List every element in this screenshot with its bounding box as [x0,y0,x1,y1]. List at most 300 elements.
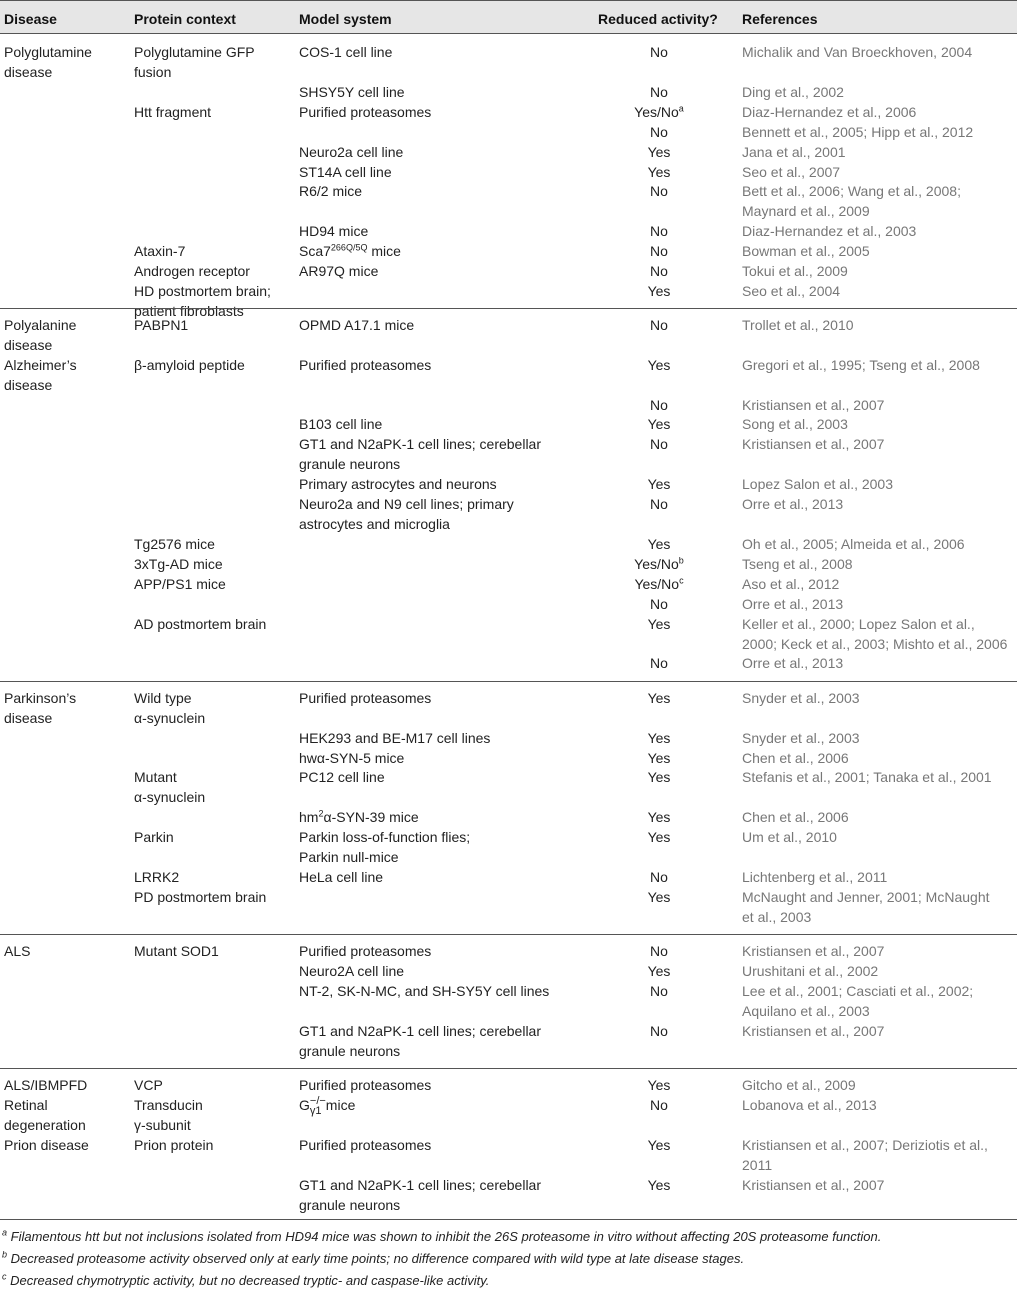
cell-text: Oh et al., 2005; Almeida et al., 2006 [742,536,965,552]
cell-model-system [299,142,589,162]
cell-reduced-activity [595,1175,723,1195]
cell-text: B103 cell line [299,416,383,432]
cell-references [742,395,1017,415]
cell-protein-context [134,887,292,907]
cell-text: Chen et al., 2006 [742,750,849,766]
cell-text: Yes/No [634,576,680,592]
cell-references [742,748,1017,768]
cell-text: Bowman et al., 2005 [742,243,870,259]
cell-reduced-activity [595,181,723,201]
cell-references [742,102,1017,122]
cell-references [742,474,1017,494]
cell-text: Kristiansen et al., 2007 [742,397,885,413]
cell-model-system [299,261,589,281]
cell-protein-context [134,767,292,807]
cell-text: HeLa cell line [299,869,384,885]
cell-reduced-activity [595,122,723,142]
cell-reduced-activity [595,261,723,281]
cell-text: Tokui et al., 2009 [742,263,848,279]
cell-references [742,961,1017,981]
cell-text: No [650,84,668,100]
cell-reduced-activity [595,281,723,301]
section-divider [0,681,1017,682]
cell-references [742,941,1017,961]
cell-text: Yes/No [634,556,679,572]
cell-text: Jana et al., 2001 [742,144,846,160]
cell-references [742,688,1017,708]
cell-model-system [299,1175,589,1215]
cell-text: Yes [647,416,671,432]
sub-line: γ1 [309,1105,322,1118]
cell-text: Polyglutamine disease [4,44,92,80]
cell-reduced-activity [595,42,723,62]
cell-protein-context [134,574,292,594]
cell-text: Alzheimer’s disease [4,357,77,393]
cell-reduced-activity [595,494,723,514]
cell-reduced-activity [595,728,723,748]
cell-references [742,594,1017,614]
cell-text: Yes [647,690,671,706]
cell-text: No [650,44,668,60]
cell-text: mice [325,1097,356,1113]
header-protein-context: Protein context [134,11,236,27]
cell-model-system [299,1135,589,1155]
cell-reduced-activity [595,827,723,847]
cell-text: Orre et al., 2013 [742,596,844,612]
cell-protein-context [134,355,292,375]
cell-references [742,122,1017,142]
cell-text: Polyglutamine GFP fusion [134,44,255,80]
cell-text: No [650,124,668,140]
cell-text: Parkinson’s disease [4,690,77,726]
cell-references [742,653,1017,673]
cell-text: R6/2 mice [299,183,363,199]
cell-references [742,434,1017,454]
cell-text: PC12 cell line [299,769,385,785]
cell-reduced-activity [595,82,723,102]
cell-reduced-activity [595,434,723,454]
section-divider [0,934,1017,935]
cell-model-system [299,941,589,961]
cell-text: Gitcho et al., 2009 [742,1077,856,1093]
cell-text: Yes [647,1137,671,1153]
cell-references [742,728,1017,748]
cell-text: Seo et al., 2004 [742,283,841,299]
cell-model-system [299,241,589,261]
footnote-text: Decreased chymotryptic activity, but no decreased tryptic- and caspase-like activity. [6,1273,490,1288]
cell-text: Trollet et al., 2010 [742,317,854,333]
cell-reduced-activity [595,767,723,787]
cell-text: McNaught and Jenner, 2001; McNaught et al., 2003 [742,889,990,925]
cell-reduced-activity [595,102,723,122]
cell-text: Polyalanine disease [4,317,77,353]
cell-text: Prion protein [134,1137,214,1153]
cell-model-system [299,981,589,1001]
cell-text: AR97Q mice [299,263,379,279]
cell-text: Yes [647,476,671,492]
cell-references [742,614,1017,654]
cell-references [742,142,1017,162]
cell-reduced-activity [595,961,723,981]
cell-model-system [299,434,589,474]
cell-references [742,534,1017,554]
cell-text: SHSY5Y cell line [299,84,405,100]
cell-text: HD94 mice [299,223,369,239]
cell-model-system [299,474,589,494]
header-reduced-activity: Reduced activity? [598,11,718,27]
cell-text: No [650,223,668,239]
cell-text: Kristiansen et al., 2007; Deriziotis et al., 2011 [742,1137,988,1173]
cell-text: Purified proteasomes [299,357,432,373]
cell-references [742,767,1017,787]
cell-reduced-activity [595,355,723,375]
cell-text: Chen et al., 2006 [742,809,849,825]
cell-references [742,241,1017,261]
cell-text: Snyder et al., 2003 [742,730,860,746]
cell-text: Tg2576 mice [134,536,215,552]
cell-text: GT1 and N2aPK-1 cell lines; cerebellar granule neurons [299,436,542,472]
cell-text: Yes [647,357,671,373]
cell-references [742,867,1017,887]
cell-text: Kristiansen et al., 2007 [742,943,885,959]
cell-model-system [299,181,589,201]
cell-references [742,162,1017,182]
cell-text: Snyder et al., 2003 [742,690,860,706]
superscript: 266Q/5Q [330,242,368,253]
cell-text: No [650,869,668,885]
cell-text: Diaz-Hernandez et al., 2003 [742,223,917,239]
cell-text: hwα-SYN-5 mice [299,750,405,766]
cell-references [742,181,1017,221]
cell-text: No [650,943,668,959]
cell-model-system [299,355,589,375]
cell-text: Yes [647,829,671,845]
cell-text: No [650,183,668,199]
cell-text: Neuro2a cell line [299,144,404,160]
cell-text: Lopez Salon et al., 2003 [742,476,894,492]
cell-text: Lichtenberg et al., 2011 [742,869,888,885]
cell-reduced-activity [595,395,723,415]
cell-text: Purified proteasomes [299,1137,432,1153]
cell-disease [4,941,126,961]
cell-text: LRRK2 [134,869,180,885]
cell-text: No [650,263,668,279]
cell-disease [4,688,126,728]
cell-text: Yes [647,616,671,632]
cell-reduced-activity [595,594,723,614]
cell-text: Ataxin-7 [134,243,186,259]
cell-reduced-activity [595,867,723,887]
cell-reduced-activity [595,1135,723,1155]
cell-references [742,1135,1017,1175]
cell-text: Kristiansen et al., 2007 [742,436,885,452]
cell-model-system [299,827,589,867]
cell-text: Yes [647,1077,671,1093]
cell-text: No [650,243,668,259]
cell-text: No [650,436,668,452]
cell-references [742,414,1017,434]
cell-references [742,281,1017,301]
cell-text: Lee et al., 2001; Casciati et al., 2002; Aquilano et al., 2003 [742,983,974,1019]
cell-text: Ding et al., 2002 [742,84,844,100]
cell-text: No [650,397,668,413]
cell-model-system [299,688,589,708]
cell-text: β-amyloid peptide [134,357,245,373]
cell-references [742,221,1017,241]
cell-text: Aso et al., 2012 [742,576,840,592]
cell-text: Lobanova et al., 2013 [742,1097,877,1113]
cell-disease [4,1095,126,1135]
cell-text: Um et al., 2010 [742,829,837,845]
footnote-a [2,1228,881,1246]
cell-text: Bett et al., 2006; Wang et al., 2008; Maynard et al., 2009 [742,183,961,219]
cell-protein-context [134,554,292,574]
cell-reduced-activity [595,1095,723,1115]
footnote-text: Filamentous htt but not inclusions isolated from HD94 mice was shown to inhibit the 26S proteasome in vitro without affecting 20S proteasome function. [7,1229,882,1244]
cell-text: Prion disease [4,1137,89,1153]
cell-protein-context [134,315,292,335]
cell-text: Parkin loss-of-function flies; Parkin null-mice [299,829,471,865]
cell-text: Purified proteasomes [299,943,432,959]
cell-text: Michalik and Van Broeckhoven, 2004 [742,44,973,60]
cell-text: No [650,655,668,671]
cell-text: Orre et al., 2013 [742,496,844,512]
cell-text: Neuro2A cell line [299,963,405,979]
cell-protein-context [134,102,292,122]
cell-references [742,574,1017,594]
cell-references [742,827,1017,847]
cell-text: Bennett et al., 2005; Hipp et al., 2012 [742,124,974,140]
cell-model-system [299,162,589,182]
cell-text: Seo et al., 2007 [742,164,841,180]
cell-reduced-activity [595,162,723,182]
cell-reduced-activity [595,807,723,827]
footnote-b [2,1250,744,1268]
cell-text: ALS/IBMPFD [4,1077,88,1093]
cell-reduced-activity [595,981,723,1001]
cell-text: Purified proteasomes [299,690,432,706]
cell-text: VCP [134,1077,163,1093]
table-header [0,0,1017,34]
cell-text: Neuro2a and N9 cell lines; primary astrocytes and microglia [299,496,514,532]
cell-references [742,807,1017,827]
cell-model-system [299,102,589,122]
cell-text: Mutant SOD1 [134,943,219,959]
cell-references [742,554,1017,574]
cell-text: Purified proteasomes [299,104,432,120]
cell-model-system [299,728,589,748]
cell-model-system [299,807,589,827]
cell-text: Yes [647,536,671,552]
cell-text: AD postmortem brain [134,616,267,632]
header-disease: Disease [4,11,57,27]
cell-text: ALS [4,943,31,959]
cell-reduced-activity [595,221,723,241]
cell-text: Transducin γ-subunit [134,1097,203,1133]
cell-text: Urushitani et al., 2002 [742,963,879,979]
cell-reduced-activity [595,1021,723,1041]
cell-text: Yes [647,144,671,160]
cell-text: GT1 and N2aPK-1 cell lines; cerebellar granule neurons [299,1177,542,1213]
cell-references [742,261,1017,281]
section-divider [0,308,1017,309]
cell-protein-context [134,614,292,634]
footnote-c [2,1272,489,1290]
cell-text: hm [299,809,319,825]
cell-text: 3xTg-AD mice [134,556,223,572]
cell-text: Mutant α-synuclein [134,769,206,805]
cell-model-system [299,1021,589,1061]
cell-protein-context [134,688,292,728]
cell-text: No [650,317,668,333]
cell-model-system [299,414,589,434]
cell-text: Gregori et al., 1995; Tseng et al., 2008 [742,357,980,373]
scripts [310,1096,326,1116]
header-model-system: Model system [299,11,392,27]
cell-text: Stefanis et al., 2001; Tanaka et al., 2001 [742,769,992,785]
sup-line: −/− [309,1095,326,1108]
cell-text: Kristiansen et al., 2007 [742,1023,885,1039]
cell-reduced-activity [595,414,723,434]
cell-references [742,494,1017,514]
cell-text: COS-1 cell line [299,44,393,60]
cell-text: Yes [647,730,671,746]
cell-text: OPMD A17.1 mice [299,317,415,333]
cell-text: Yes [647,769,671,785]
cell-disease [4,315,126,355]
cell-references [742,355,1017,375]
cell-reduced-activity [595,574,723,594]
cell-model-system [299,315,589,335]
cell-reduced-activity [595,474,723,494]
cell-text: Purified proteasomes [299,1077,432,1093]
cell-text: GT1 and N2aPK-1 cell lines; cerebellar granule neurons [299,1023,542,1059]
cell-text: PD postmortem brain [134,889,267,905]
cell-text: Tseng et al., 2008 [742,556,853,572]
cell-text: No [650,1097,668,1113]
cell-references [742,1021,1017,1041]
cell-text: α-SYN-39 mice [323,809,419,825]
section-divider [0,1068,1017,1069]
cell-protein-context [134,941,292,961]
superscript: a [678,103,684,114]
cell-text: HD postmortem brain; patient fibroblasts [134,283,271,319]
cell-text: Yes [647,809,671,825]
cell-text: Yes/No [634,104,679,120]
cell-reduced-activity [595,887,723,907]
cell-text: No [650,596,668,612]
cell-references [742,1175,1017,1195]
cell-reduced-activity [595,554,723,574]
cell-reduced-activity [595,688,723,708]
footnote-mark: b [2,1249,8,1260]
cell-text: HEK293 and BE-M17 cell lines [299,730,491,746]
cell-text: Kristiansen et al., 2007 [742,1177,885,1193]
superscript: 2 [318,808,324,819]
cell-reduced-activity [595,653,723,673]
cell-text: Androgen receptor [134,263,250,279]
cell-protein-context [134,1095,292,1135]
cell-references [742,887,1017,927]
footnote-mark: a [2,1227,8,1238]
cell-reduced-activity [595,941,723,961]
cell-text: Yes [647,889,671,905]
cell-reduced-activity [595,534,723,554]
cell-text: Yes [647,963,671,979]
cell-text: Retinal degeneration [4,1097,86,1133]
cell-text: No [650,1023,668,1039]
cell-references [742,315,1017,335]
cell-text: Primary astrocytes and neurons [299,476,497,492]
cell-reduced-activity [595,1075,723,1095]
cell-disease [4,42,126,82]
cell-reduced-activity [595,748,723,768]
cell-text: NT-2, SK-N-MC, and SH-SY5Y cell lines [299,983,550,999]
cell-protein-context [134,534,292,554]
cell-model-system [299,867,589,887]
cell-text: Diaz-Hernandez et al., 2006 [742,104,917,120]
cell-text: Yes [647,750,671,766]
cell-references [742,42,1017,62]
cell-text: mice [367,243,401,259]
cell-reduced-activity [595,315,723,335]
footnote-mark: c [2,1271,7,1282]
superscript: b [678,555,684,566]
superscript: c [679,575,684,586]
cell-reduced-activity [595,241,723,261]
cell-text: ST14A cell line [299,164,392,180]
cell-disease [4,1075,126,1095]
footnote-text: Decreased proteasome activity observed only at early time points; no difference compared with wild type at late disease stages. [7,1251,745,1266]
cell-text: Song et al., 2003 [742,416,848,432]
header-references: References [742,11,818,27]
cell-model-system [299,767,589,787]
cell-references [742,981,1017,1021]
cell-text: Sca7 [299,243,331,259]
cell-protein-context [134,827,292,847]
cell-model-system [299,82,589,102]
cell-protein-context [134,1075,292,1095]
cell-text: Yes [647,283,671,299]
cell-protein-context [134,241,292,261]
cell-protein-context [134,1135,292,1155]
cell-text: G [299,1097,310,1113]
cell-reduced-activity [595,614,723,634]
cell-text: No [650,983,668,999]
cell-references [742,1075,1017,1095]
cell-model-system [299,1075,589,1095]
cell-text: Yes [647,164,671,180]
cell-references [742,1095,1017,1115]
cell-protein-context [134,42,292,82]
table-bottom-rule [0,1219,1017,1220]
cell-model-system [299,748,589,768]
cell-disease [4,1135,126,1155]
cell-disease [4,355,126,395]
cell-reduced-activity [595,142,723,162]
cell-text: Htt fragment [134,104,212,120]
cell-text: APP/PS1 mice [134,576,226,592]
cell-text: PABPN1 [134,317,189,333]
cell-protein-context [134,261,292,281]
cell-protein-context [134,867,292,887]
cell-model-system [299,961,589,981]
cell-text: Keller et al., 2000; Lopez Salon et al., 2000; Keck et al., 2003; Mishto et al., 2006 [742,616,1008,652]
cell-references [742,82,1017,102]
cell-text: Parkin [134,829,174,845]
cell-text: Orre et al., 2013 [742,655,844,671]
cell-text: Wild type α-synuclein [134,690,206,726]
